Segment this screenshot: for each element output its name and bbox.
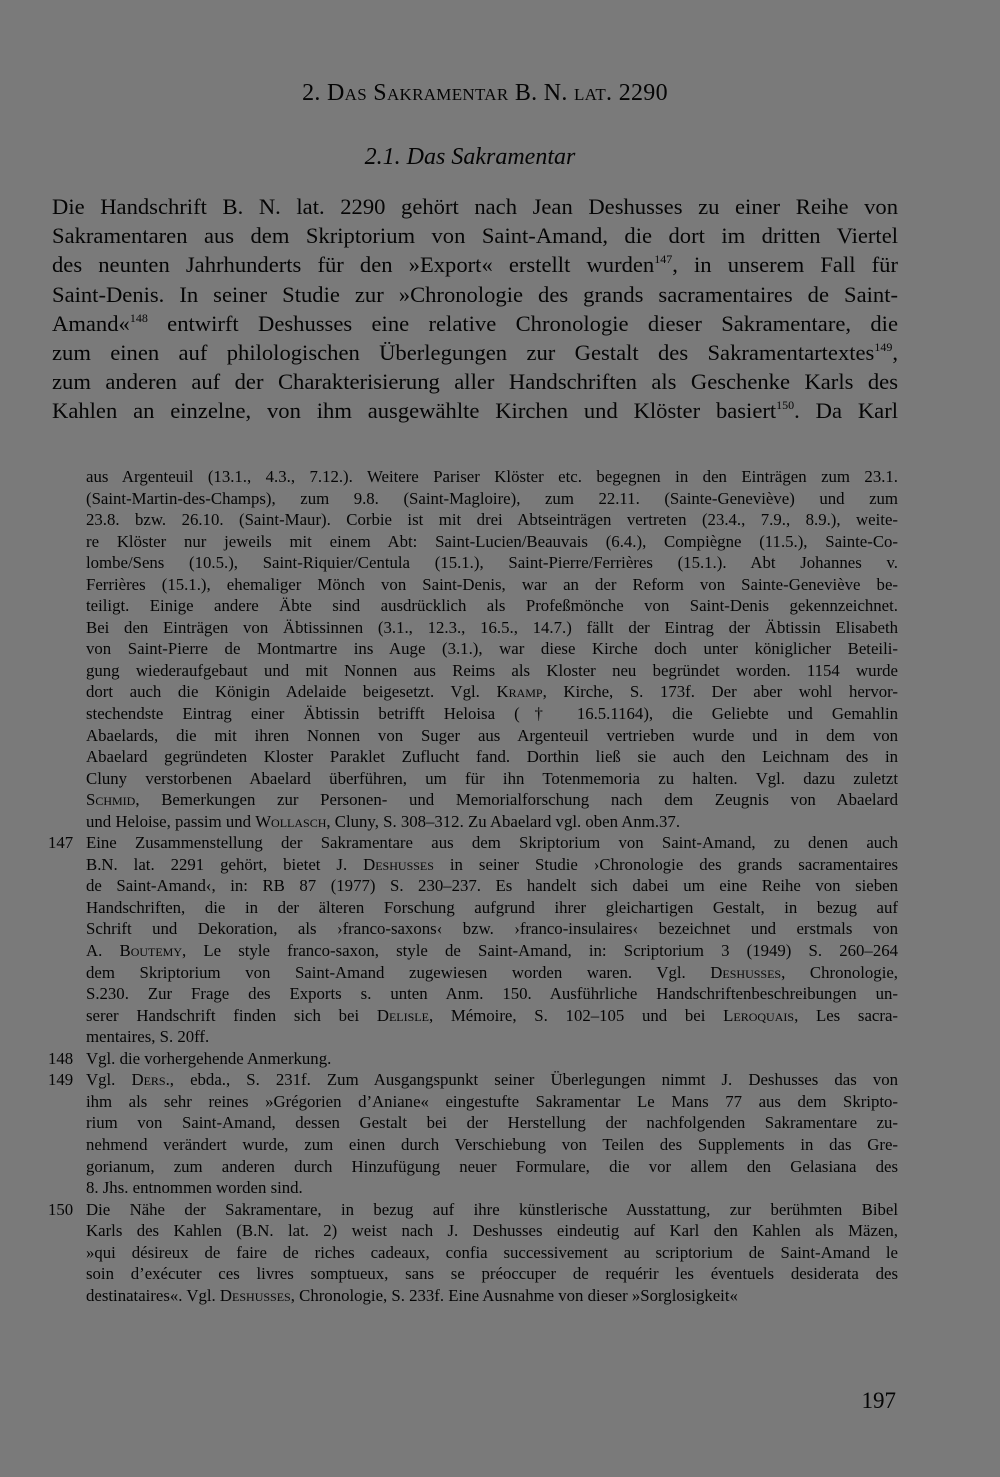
body-line	[52, 221, 898, 250]
body-line-text: , in unserem Fall für	[672, 252, 898, 278]
footnote-line: re Klöster nur jeweils mit einem Abt: Saint-Lucien/Beauvais (6.4.), Compiègne (11.5.), Sainte-Co-	[86, 531, 898, 551]
footnote-line: Cluny verstorbenen Abaelard überführen, um für ihn Totenmemoria zu halten. Vgl. dazu zuletzt	[86, 768, 898, 788]
footnote-147	[48, 832, 898, 1047]
chapter-heading	[0, 80, 970, 107]
footnote-number: 148	[48, 1048, 74, 1068]
footnote-line: teiligt. Einige andere Äbte sind ausdrücklich als Profeßmönche von Saint-Denis gekennzeichnet.	[86, 596, 898, 616]
body-line-text: des neunten Jahrhunderts für den »Export« erstellt wurden	[52, 252, 655, 278]
footnote-line: Vgl. Ders., ebda., S. 231f. Zum Ausgangspunkt seiner Überlegungen nimmt J. Deshusses das von	[86, 1070, 898, 1090]
author-name: Deshusses	[363, 854, 434, 874]
footnote-line: aus Argenteuil (13.1., 4.3., 7.12.). Weitere Pariser Klöster etc. begegnen in den Einträgen zum 23.1.	[86, 467, 898, 486]
body-line	[52, 309, 898, 338]
body-line	[52, 192, 898, 221]
footnote-reference[interactable]: 150	[776, 398, 795, 413]
body-line-text: ,	[892, 339, 898, 365]
footnote-line: soin d’exécuter ces livres somptueux, sans se préoccuper de requérir les éventuels desiderata des	[86, 1264, 898, 1284]
author-name: Wollasch	[255, 811, 327, 831]
body-line-text: Amand«	[52, 310, 130, 336]
footnote-reference[interactable]: 149	[874, 339, 893, 354]
body-line-text: Die Handschrift B. N. lat. 2290 gehört nach Jean Deshusses zu einer Reihe von	[52, 194, 898, 219]
footnote-number: 150	[48, 1199, 74, 1219]
author-name: Deshusses	[710, 962, 782, 982]
footnote-line: gorianum, zum anderen durch Hinzufügung neuer Formulare, die vor allem den Gelasiana des	[86, 1156, 898, 1176]
footnote-line: Vgl. die vorhergehende Anmerkung.	[86, 1048, 332, 1068]
footnote-line: ihm als sehr reines »Grégorien d’Aniane« eingestufte Sakramentar Le Mans 77 aus dem Skripto-	[86, 1091, 898, 1111]
footnote-line: »qui désireux de faire de riches cadeaux, confia successivement au scriptorium de Saint-Amand le	[86, 1242, 898, 1262]
body-line-text: zum anderen auf der Charakterisierung aller Handschriften als Geschenke Karls des	[52, 369, 898, 395]
footnote-148	[48, 1048, 898, 1070]
body-line-text: zum einen auf philologischen Überlegungen zur Gestalt des Sakramentartextes	[52, 339, 875, 365]
author-name: Deshusses	[219, 1285, 291, 1305]
footnote-line: rium von Saint-Amand, dessen Gestalt bei der Herstellung der nachfolgenden Sakramentare zu-	[86, 1113, 898, 1133]
footnote-number: 147	[48, 833, 74, 853]
footnote-number: 149	[48, 1070, 74, 1090]
footnote-149	[48, 1069, 898, 1198]
footnote-line: Handschriften, die in der älteren Forschung aufgrund ihrer gleichartigen Gestalt, in bezug auf	[86, 897, 898, 917]
section-heading: 2.1. Das Sakramentar	[364, 144, 576, 170]
footnote-line: mentaires, S. 20ff.	[86, 1027, 210, 1047]
footnote-line: dem Skriptorium von Saint-Amand zugewiesen worden waren. Vgl. Deshusses, Chronologie,	[86, 962, 898, 982]
footnote-line: 23.8. bzw. 26.10. (Saint-Maur). Corbie ist mit drei Abtseinträgen vertreten (23.4., 7.9., 8.9.), weite-	[86, 510, 898, 530]
footnote-line: nehmend verändert wurde, zum einen durch Verschiebung von Teilen des Supplements in das Gre-	[86, 1134, 898, 1154]
page-number: 197	[861, 1388, 896, 1413]
footnote-line: destinataires«. Vgl. Deshusses, Chronologie, S. 233f. Eine Ausnahme von dieser »Sorglosigkeit«	[86, 1285, 738, 1305]
body-line	[52, 338, 898, 367]
body-line	[52, 280, 898, 309]
body-line-text: entwirft Deshusses eine relative Chronologie dieser Sakramentare, die	[147, 310, 898, 336]
footnotes-area	[48, 466, 898, 1306]
footnote-line: serer Handschrift finden sich bei Delisle, Mémoire, S. 102–105 und bei Leroquais, Les sacra-	[86, 1005, 898, 1025]
body-line	[52, 250, 898, 279]
author-name: Schmid	[86, 790, 136, 810]
footnote-line: Abaelard gegründeten Kloster Paraklet Zuflucht fand. Dorthin ließ sie auch den Leichnam des in	[86, 747, 898, 767]
footnote-line: stechendste Eintrag einer Äbtissin betrifft Heloisa († 16.5.1164), die Geliebte und Gemahlin	[86, 704, 898, 724]
footnote-line: dort auch die Königin Adelaide beigesetzt. Vgl. Kramp, Kirche, S. 173f. Der aber wohl hervor-	[86, 682, 898, 702]
author-name: Ders.	[131, 1070, 170, 1090]
author-name: Leroquais	[723, 1005, 795, 1025]
footnote-line: (Saint-Martin-des-Champs), zum 9.8. (Saint-Magloire), zum 22.11. (Sainte-Geneviève) und zum	[86, 488, 898, 508]
chapter-title-word: Das Sakramentar	[327, 80, 509, 106]
footnote-line: Eine Zusammenstellung der Sakramentare aus dem Skriptorium von Saint-Amand, zu denen auch	[86, 833, 898, 853]
author-name: Delisle	[376, 1005, 429, 1025]
footnote-line: Karls des Kahlen (B.N. lat. 2) weist nach J. Deshusses eindeutig auf Karl den Kahlen als Mäzen,	[86, 1221, 898, 1241]
footnote-line: B.N. lat. 2291 gehört, bietet J. Deshusses in seiner Studie ›Chronologie des grands sacramentaires	[86, 854, 898, 874]
footnote-line: und Heloise, passim und Wollasch, Cluny, S. 308–312. Zu Abaelard vgl. oben Anm.37.	[86, 811, 681, 831]
body-line	[52, 367, 898, 396]
chapter-title-lat: lat.	[574, 80, 613, 106]
author-name: Boutemy	[119, 941, 183, 961]
body-paragraph	[52, 192, 898, 426]
footnote-line: Bei den Einträgen von Äbtissinnen (3.1., 12.3., 16.5., 14.7.) fällt der Eintrag der Äbtissin Elisabeth	[86, 617, 898, 637]
footnote-line: lombe/Sens (10.5.), Saint-Riquier/Centula (15.1.), Saint-Pierre/Ferrières (15.1.). Abt Johannes v.	[86, 553, 898, 573]
chapter-title-shelfmark: B. N.	[514, 80, 568, 106]
body-line-text: Saint-Denis. In seiner Studie zur »Chronologie des grands sacramentaires de Saint-	[52, 281, 898, 307]
footnote-line: Schmid, Bemerkungen zur Personen- und Memorialforschung nach dem Zeugnis von Abaelard	[86, 790, 898, 810]
footnote-line: Die Nähe der Sakramentare, in bezug auf ihre künstlerische Ausstattung, zur berühmten Bibel	[86, 1199, 898, 1219]
footnote-continuation	[48, 466, 898, 832]
footnote-line: von Saint-Pierre de Montmartre ins Auge (3.1.), war diese Kirche doch unter königlicher Beteili-	[86, 639, 898, 659]
footnote-reference[interactable]: 148	[129, 310, 148, 325]
footnote-150	[48, 1199, 898, 1307]
chapter-number: 2.	[302, 80, 321, 106]
footnote-line: gung wiederaufgebaut und mit Nonnen aus Reims als Kloster neu begründet worden. 1154 wurde	[86, 660, 898, 680]
body-line-text: Kahlen an einzelne, von ihm ausgewählte Kirchen und Klöster basiert	[52, 398, 777, 424]
footnote-line: de Saint-Amand‹, in: RB 87 (1977) S. 230–237. Es handelt sich dabei um eine Reihe von sieben	[86, 876, 898, 896]
footnote-line: Abaelards, die mit ihren Nonnen von Suger aus Argenteuil vertrieben wurde und in dem von	[86, 725, 898, 745]
author-name: Kramp	[496, 682, 543, 702]
body-line-text: Sakramentaren aus dem Skriptorium von Saint-Amand, die dort im dritten Viertel	[52, 223, 898, 249]
body-line	[52, 396, 898, 425]
footnote-line: A. Boutemy, Le style franco-saxon, style de Saint-Amand, in: Scriptorium 3 (1949) S. 260–264	[86, 941, 898, 961]
footnote-line: Ferrières (15.1.), ehemaliger Mönch von Saint-Denis, war an der Reform von Sainte-Geneviève be-	[86, 574, 898, 594]
footnote-line: Schrift und Dekoration, als ›franco-saxons‹ bzw. ›franco-insulaires‹ bezeichnet und erstmals von	[86, 919, 898, 939]
chapter-title-number: 2290	[618, 80, 668, 106]
body-line-text: . Da Karl	[794, 398, 898, 424]
footnote-line: S.230. Zur Frage des Exports s. unten Anm. 150. Ausführliche Handschriftenbeschreibungen un-	[86, 984, 898, 1004]
footnote-line: 8. Jhs. entnommen worden sind.	[86, 1178, 303, 1198]
footnote-reference[interactable]: 147	[654, 252, 673, 267]
